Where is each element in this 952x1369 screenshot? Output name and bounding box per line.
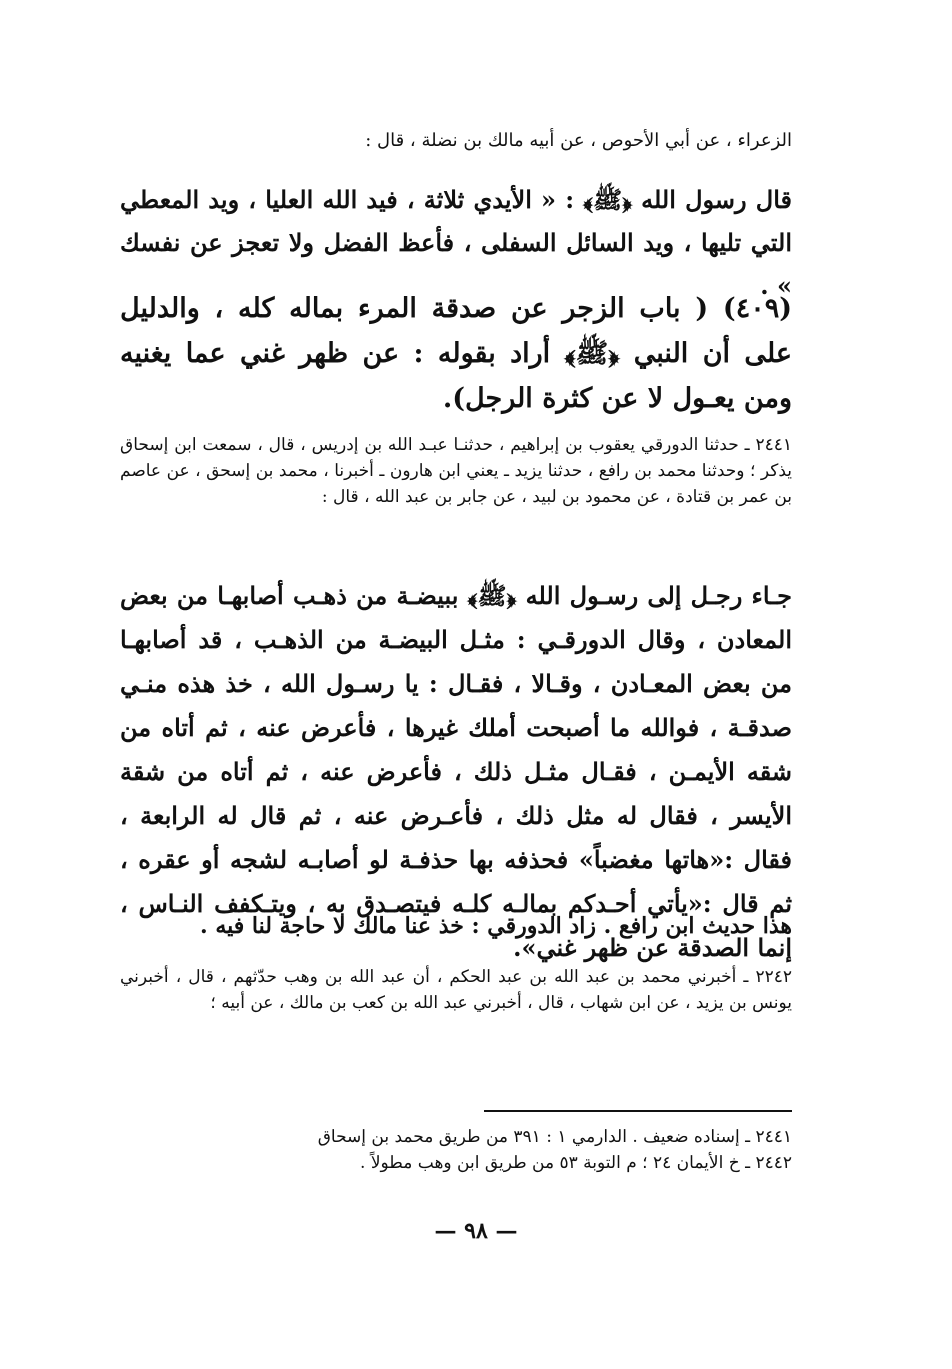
page-number: — ٩٨ — <box>434 1218 518 1244</box>
narrator-note: هذا حديث ابن رافع . زاد الدورقي : خذ عنا مالك لا حاجة لنا فيه . <box>200 913 792 939</box>
chapter-heading: (٤٠٩) ( باب الزجر عن صدقة المرء بماله كله ، والدليل على أن النبي ﴿ﷺ﴾ أراد بقوله : عن ظهر غني عما يغنيه ومن يعـول لا عن كثرة الرجل). <box>120 293 792 414</box>
isnad-2441: ٢٤٤١ ـ حدثنا الدورقي يعقوب بن إبراهيم ، حدثنـا عبـد الله بن إدريس ، قال ، سمعت ابن إسحاق يذكر ؛ وحدثنا محمد بن رافع ، حدثنا يزيد ـ يعني ابن هارون ـ أخبرنا ، محمد بن إسحق ، عن عاصم بن عمر بن قتادة ، عن محمود بن لبيد ، عن جابر بن عبد الله ، قال : <box>120 435 792 507</box>
footnote-2442: ٢٤٤٢ ـ خ الأيمان ٢٤ ؛ م التوبة ٥٣ من طريق ابن وهب مطولاً . <box>360 1153 792 1173</box>
footnotes <box>120 1124 792 1176</box>
footnote-2441: ٢٤٤١ ـ إسناده ضعيف . الدارمي ١ : ٣٩١ من طريق محمد بن إسحاق <box>317 1127 792 1147</box>
footnote-divider <box>484 1110 792 1112</box>
isnad-2442: ٢٢٤٢ ـ أخبرني محمد بن عبد الله بن عبد الحكم ، أن عبد الله بن وهب حدّثهم ، قال ، أخبرني يونس بن يزيد ، عن ابن شهاب ، قال ، أخبرني عبد الله بن كعب بن مالك ، عن أبيه ؛ <box>120 967 792 1013</box>
continuation-line: الزعراء ، عن أبي الأحوص ، عن أبيه مالك بن نضلة ، قال : <box>365 130 792 151</box>
hadith-text: قال رسول الله ﴿ﷺ﴾ : « الأيدي ثلاثة ، فيد الله العليا ، ويد المعطي التي تليها ، ويد السائل السفلى ، فأعظ الفضل ولا تعجز عن نفسك » . <box>120 185 792 300</box>
matn-2441: جـاء رجـل إلى رسـول الله ﴿ﷺ﴾ ببيضـة من ذهـب أصابهـا من بعض المعادن ، وقال الدورقـي : مثـل البيضـة من الذهـب ، قد أصابهـا من بعض المعـادن ، وقـالا ، فقـال : يا رسـول الله ، خذ هذه منـي صدقـة ، فوالله ما أصبحت أملك غيرها ، فأعرض عنه ، ثم أتاه من شقه الأيمـن ، فقـال مثـل ذلك ، فأعرض عنه ، ثم أتاه من شقة الأيسر ، فقال له مثل ذلك ، فأعـرض عنه ، ثم قال له الرابعة ، فقال :«هاتها مغضباً» فحذفه بها حذفـة لو أصابـه لشجه أو عقره ، ثم قال :«يأتي أحـدكم بمالـه كلـه فيتصـدق به ، ويتـكفف النـاس ، إنما الصدقة عن ظهر غني». <box>120 581 793 962</box>
